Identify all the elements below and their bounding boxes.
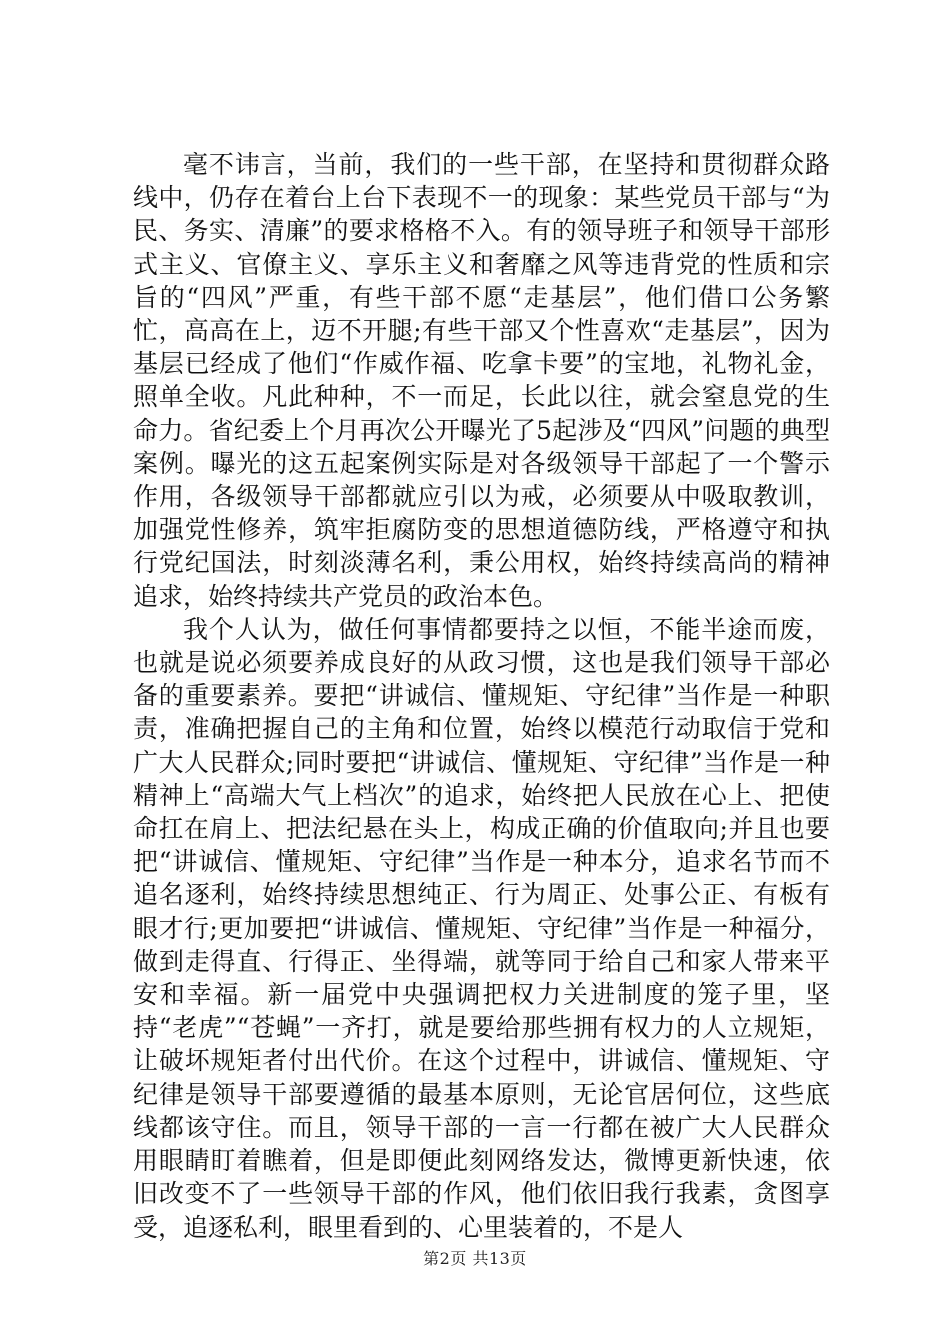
document-body bbox=[133, 148, 830, 1244]
page-number-footer: 第2页 共13页 bbox=[423, 1249, 527, 1268]
paragraph-1: 毫不讳言，当前，我们的一些干部，在坚持和贯彻群众路线中，仍存在着台上台下表现不一的现象：某些党员干部与“为民、务实、清廉”的要求格格不入。有的领导班子和领导干部形式主义、官僚主义、享乐主义和奢靡之风等违背党的性质和宗旨的“四风”严重，有些干部不愿“走基层”，他们借口公务繁忙，高高在上，迈不开腿;有些干部又个性喜欢“走基层”，因为基层已经成了他们“作威作福、吃拿卡要”的宝地，礼物礼金，照单全收。凡此种种，不一而足，长此以往，就会窒息党的生命力。省纪委上个月再次公开曝光了5起涉及“四风”问题的典型案例。曝光的这五起案例实际是对各级领导干部起了一个警示作用，各级领导干部都就应引以为戒，必须要从中吸取教训，加强党性修养，筑牢拒腐防变的思想道德防线，严格遵守和执行党纪国法，时刻淡薄名利，秉公用权，始终持续高尚的精神追求，始终持续共产党员的政治本色。 bbox=[133, 150, 830, 611]
paragraph-2: 我个人认为，做任何事情都要持之以恒，不能半途而废，也就是说必须要养成良好的从政习惯，这也是我们领导干部必备的重要素养。要把“讲诚信、懂规矩、守纪律”当作是一种职责，准确把握自己的主角和位置，始终以模范行动取信于党和广大人民群众;同时要把“讲诚信、懂规矩、守纪律”当作是一种精神上“高端大气上档次”的追求，始终把人民放在心上、把使命扛在肩上、把法纪悬在头上，构成正确的价值取向;并且也要把“讲诚信、懂规矩、守纪律”当作是一种本分，追求名节而不追名逐利，始终持续思想纯正、行为周正、处事公正、有板有眼才行;更加要把“讲诚信、懂规矩、守纪律”当作是一种福分，做到走得直、行得正、坐得端，就等同于给自己和家人带来平安和幸福。新一届党中央强调把权力关进制度的笼子里，坚持“老虎”“苍蝇”一齐打，就是要给那些拥有权力的人立规矩，让破坏规矩者付出代价。在这个过程中，讲诚信、懂规矩、守纪律是领导干部要遵循的最基本原则，无论官居何位，这些底线都该守住。而且，领导干部的一言一行都在被广大人民群众用眼睛盯着瞧着，但是即便此刻网络发达，微博更新快速，依旧改变不了一些领导干部的作风，他们依旧我行我素，贪图享受，追逐私利，眼里看到的、心里装着的，不是人 bbox=[133, 614, 830, 1242]
